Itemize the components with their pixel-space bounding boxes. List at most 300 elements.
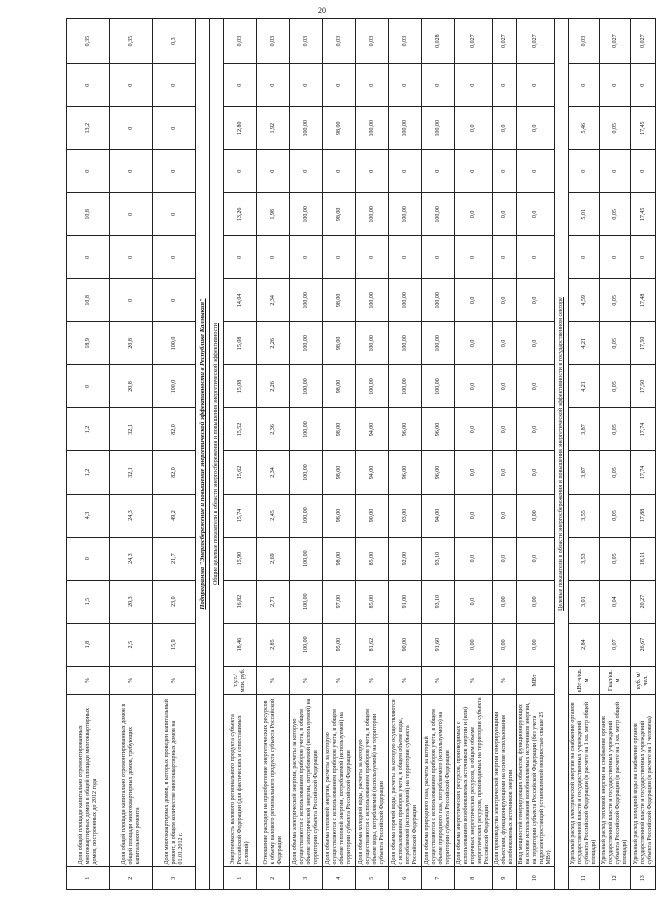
unit-cell: т.у.т./млн. руб. xyxy=(224,666,257,695)
value-cell: 100,00 xyxy=(290,623,323,666)
value-cell: 93,10 xyxy=(422,537,455,580)
value-cell: 0 xyxy=(493,150,517,193)
value-cell: 0 xyxy=(67,64,110,107)
value-cell: 0 xyxy=(110,236,153,279)
value-cell: 0 xyxy=(569,236,600,279)
row-number: 6 xyxy=(389,867,422,890)
value-cell: 100,00 xyxy=(290,322,323,365)
value-cell: 0 xyxy=(110,193,153,236)
value-cell: 0 xyxy=(422,150,455,193)
value-cell: 2,26 xyxy=(257,322,290,365)
value-cell: 0 xyxy=(290,150,323,193)
table-row xyxy=(290,19,323,890)
value-cell: 1,2 xyxy=(67,408,110,451)
value-cell: 0 xyxy=(569,64,600,107)
value-cell: 100,0 xyxy=(153,365,196,408)
value-cell: 10,8 xyxy=(67,279,110,322)
value-cell: 0 xyxy=(389,150,422,193)
value-cell: 0 xyxy=(455,150,493,193)
value-cell: 0,027 xyxy=(493,19,517,64)
value-cell: 17,74 xyxy=(631,408,656,451)
value-cell: 0,0 xyxy=(493,451,517,494)
value-cell: 0 xyxy=(257,236,290,279)
value-cell: 1,2 xyxy=(67,451,110,494)
table-row xyxy=(569,19,600,890)
indicator-name: Удельный расход холодной воды на снабжение органов государственной власти и государственных учреждений субъекта Российской Федерации (в расчете на 1 человека) xyxy=(631,695,656,867)
table-row xyxy=(517,19,555,890)
row-number: 3 xyxy=(290,867,323,890)
row-number: 1 xyxy=(67,867,110,890)
value-cell: 98,00 xyxy=(323,451,356,494)
value-cell: 0,04 xyxy=(600,580,631,623)
value-cell: 100,00 xyxy=(290,408,323,451)
value-cell: 0 xyxy=(517,64,555,107)
unit-cell: куб. м/чел. xyxy=(631,666,656,695)
value-cell: 17,50 xyxy=(631,365,656,408)
value-cell: 0 xyxy=(389,236,422,279)
value-cell: 1,8 xyxy=(67,623,110,666)
value-cell: 100,00 xyxy=(290,537,323,580)
section-title: Общие целевые показатели в области энергосбережения и повышения энергетической эффективности xyxy=(210,19,224,890)
unit-cell: % xyxy=(422,666,455,695)
value-cell: 93,00 xyxy=(389,494,422,537)
row-number: 7 xyxy=(422,867,455,890)
value-cell: 0,03 xyxy=(257,19,290,64)
value-cell: 0 xyxy=(631,236,656,279)
value-cell: 100,00 xyxy=(290,107,323,150)
value-cell: 0,05 xyxy=(600,193,631,236)
value-cell: 96,00 xyxy=(422,408,455,451)
unit-cell: % xyxy=(110,666,153,695)
value-cell: 100,00 xyxy=(422,365,455,408)
value-cell: 100,00 xyxy=(422,193,455,236)
value-cell: 0 xyxy=(153,64,196,107)
value-cell: 0,3 xyxy=(153,19,196,64)
value-cell: 2,71 xyxy=(257,580,290,623)
value-cell: 0,0 xyxy=(455,451,493,494)
value-cell: 85,00 xyxy=(356,580,389,623)
unit-cell: Гкал/кв. м xyxy=(600,666,631,695)
row-number: 3 xyxy=(153,867,196,890)
unit-cell: % xyxy=(257,666,290,695)
value-cell: 17,45 xyxy=(631,107,656,150)
indicator-name: Удельный расход тепловой энергии на снабжение органов государственной власти и государственных учреждений субъекта Российской Федерации (в расчете на 1 кв. метр общей площади) xyxy=(600,695,631,867)
value-cell: 3,87 xyxy=(569,451,600,494)
value-cell: 15,52 xyxy=(224,408,257,451)
value-cell: 100,00 xyxy=(389,193,422,236)
value-cell: 0 xyxy=(290,236,323,279)
value-cell: 0 xyxy=(356,150,389,193)
value-cell: 100,00 xyxy=(290,365,323,408)
value-cell: 17,50 xyxy=(631,322,656,365)
value-cell: 0,0 xyxy=(517,365,555,408)
value-cell: 0 xyxy=(517,236,555,279)
value-cell: 98,00 xyxy=(323,365,356,408)
value-cell: 0,0 xyxy=(493,107,517,150)
value-cell: 0,05 xyxy=(600,408,631,451)
value-cell: 0,027 xyxy=(455,19,493,64)
value-cell: 0,0 xyxy=(493,408,517,451)
value-cell: 0,0 xyxy=(455,494,493,537)
unit-cell: % xyxy=(389,666,422,695)
value-cell: 4,59 xyxy=(569,279,600,322)
indicator-name: Доля объема тепловой энергии, расчеты за которую осуществляются с использованием приборов учета, в общем объеме тепловой энергии, потребляемой (используемой) на территории субъекта Российской Федерации xyxy=(323,695,356,867)
value-cell: 0,0 xyxy=(493,537,517,580)
value-cell: 1,5 xyxy=(67,580,110,623)
value-cell: 2,26 xyxy=(257,365,290,408)
value-cell: 0 xyxy=(290,64,323,107)
value-cell: 91,60 xyxy=(422,623,455,666)
row-number: 1 xyxy=(224,867,257,890)
indicator-name: Доля объема природного газа, расчеты за который осуществляются с использованием приборов учета, в общем объеме природного газа, потребляемого (используемого) на территории субъекта Российской Федерации xyxy=(422,695,455,867)
value-cell: 90,00 xyxy=(389,623,422,666)
unit-cell: % xyxy=(493,666,517,695)
value-cell: 2,69 xyxy=(257,537,290,580)
value-cell: 49,2 xyxy=(153,494,196,537)
value-cell: 0,0 xyxy=(455,279,493,322)
value-cell: 13,26 xyxy=(224,193,257,236)
value-cell: 0,00 xyxy=(493,623,517,666)
value-cell: 2,5 xyxy=(110,623,153,666)
program-title-row xyxy=(196,19,210,890)
value-cell: 0 xyxy=(67,150,110,193)
unit-cell: МВт xyxy=(517,666,555,695)
value-cell: 90,00 xyxy=(356,494,389,537)
value-cell: 100,00 xyxy=(356,365,389,408)
value-cell: 100,00 xyxy=(422,279,455,322)
value-cell: 0,03 xyxy=(356,19,389,64)
value-cell: 98,00 xyxy=(323,107,356,150)
table-row xyxy=(422,19,455,890)
indicator-name: Доля объема энергетических ресурсов, производимых с использованием возобновляемых источников энергии и (или) вторичных энергетических ресурсов, в общем объеме энергетических ресурсов, производимых на территории субъекта Российской Федерации xyxy=(455,695,493,867)
program-title: Подпрограмма "Энергосбережение и повышение энергетической эффективности в Республике Калмыкия" xyxy=(196,19,210,890)
table-row xyxy=(600,19,631,890)
value-cell: 0 xyxy=(493,64,517,107)
value-cell: 32,1 xyxy=(110,451,153,494)
value-cell: 0 xyxy=(631,150,656,193)
value-cell: 0 xyxy=(455,236,493,279)
value-cell: 85,00 xyxy=(356,537,389,580)
value-cell: 0,0 xyxy=(493,193,517,236)
value-cell: 0 xyxy=(67,537,110,580)
value-cell: 18,46 xyxy=(224,623,257,666)
value-cell: 100,00 xyxy=(290,193,323,236)
indicator-name: Доля объема холодной воды, расчеты за которую осуществляются с использованием приборов учета, в общем объеме воды, потребляемой (используемой) на территории субъекта Российской Федерации xyxy=(356,695,389,867)
value-cell: 97,00 xyxy=(323,580,356,623)
value-cell: 0 xyxy=(517,150,555,193)
value-cell: 0,00 xyxy=(517,580,555,623)
value-cell: 20,27 xyxy=(631,580,656,623)
value-cell: 17,74 xyxy=(631,451,656,494)
value-cell: 12,80 xyxy=(224,107,257,150)
row-number: 2 xyxy=(110,867,153,890)
value-cell: 0,027 xyxy=(517,19,555,64)
value-cell: 0,0 xyxy=(517,193,555,236)
row-number: 8 xyxy=(455,867,493,890)
value-cell: 100,00 xyxy=(389,107,422,150)
section-title-row xyxy=(555,19,569,890)
value-cell: 0 xyxy=(110,150,153,193)
value-cell: 15,90 xyxy=(224,537,257,580)
value-cell: 0 xyxy=(356,64,389,107)
unit-cell: % xyxy=(356,666,389,695)
unit-cell: кВт·ч/кв. м xyxy=(569,666,600,695)
value-cell: 0,0 xyxy=(517,279,555,322)
row-number: 11 xyxy=(569,867,600,890)
section-title-row xyxy=(210,19,224,890)
value-cell: 0 xyxy=(356,236,389,279)
table-row xyxy=(389,19,422,890)
value-cell: 24,3 xyxy=(110,494,153,537)
value-cell: 0,35 xyxy=(67,19,110,64)
value-cell: 91,00 xyxy=(389,580,422,623)
row-number: 9 xyxy=(493,867,517,890)
value-cell: 0,00 xyxy=(493,580,517,623)
row-number: 13 xyxy=(631,867,656,890)
row-number: 5 xyxy=(356,867,389,890)
unit-cell: % xyxy=(67,666,110,695)
value-cell: 100,00 xyxy=(356,279,389,322)
value-cell: 18,9 xyxy=(67,322,110,365)
value-cell: 0,05 xyxy=(600,279,631,322)
value-cell: 94,00 xyxy=(422,494,455,537)
value-cell: 0 xyxy=(224,236,257,279)
table-row xyxy=(356,19,389,890)
value-cell: 2,45 xyxy=(257,494,290,537)
value-cell: 5,46 xyxy=(569,107,600,150)
value-cell: 0,03 xyxy=(569,19,600,64)
value-cell: 0 xyxy=(153,150,196,193)
value-cell: 98,00 xyxy=(323,537,356,580)
value-cell: 0 xyxy=(455,64,493,107)
value-cell: 0,05 xyxy=(600,107,631,150)
table-row xyxy=(67,19,110,890)
table-row xyxy=(323,19,356,890)
value-cell: 100,00 xyxy=(389,365,422,408)
value-cell: 98,00 xyxy=(323,408,356,451)
row-number: 12 xyxy=(600,867,631,890)
value-cell: 0,0 xyxy=(517,322,555,365)
value-cell: 100,00 xyxy=(290,451,323,494)
table-row xyxy=(110,19,153,890)
row-number: 4 xyxy=(323,867,356,890)
value-cell: 15,08 xyxy=(224,322,257,365)
value-cell: 0,027 xyxy=(631,19,656,64)
value-cell: 100,00 xyxy=(389,322,422,365)
table-row xyxy=(455,19,493,890)
value-cell: 0 xyxy=(110,64,153,107)
indicator-name: Отношение расходов на приобретение энергетических ресурсов к объему валового регионального продукта субъекта Российской Федерации xyxy=(257,695,290,867)
indicator-name: Энергоемкость валового регионального продукта субъекта Российской Федерации (для фактических и сопоставимых условий) xyxy=(224,695,257,867)
value-cell: 0,0 xyxy=(455,537,493,580)
value-cell: 15,62 xyxy=(224,451,257,494)
value-cell: 13,2 xyxy=(67,107,110,150)
value-cell: 32,1 xyxy=(110,408,153,451)
table-row xyxy=(257,19,290,890)
table-row xyxy=(153,19,196,890)
table-row xyxy=(493,19,517,890)
value-cell: 0 xyxy=(153,236,196,279)
value-cell: 15,08 xyxy=(224,365,257,408)
value-cell: 0 xyxy=(323,64,356,107)
value-cell: 100,00 xyxy=(290,580,323,623)
value-cell: 15,74 xyxy=(224,494,257,537)
value-cell: 0,35 xyxy=(110,19,153,64)
indicator-name: Удельный расход электрической энергии на снабжение органов государственной власти и государственных учреждений субъекта Российской Федерации (в расчете на 1 кв. метр общей площади) xyxy=(569,695,600,867)
indicator-name: Доля общей площади капитально отремонтированных многоквартирных домов в общей площади многоквартирных домов, построенных до 2012 года xyxy=(67,695,110,867)
indicator-name: Доля производства электрической энергии генерирующими объектами, функционирующими на основе использования возобновляемых источников энергии xyxy=(493,695,517,867)
value-cell: 3,55 xyxy=(569,494,600,537)
value-cell: 0,0 xyxy=(455,193,493,236)
indicator-name: Доля объема горячей воды, расчеты за которую осуществляются с использованием приборов учета, в общем объеме воды, потребляемой (используемой) на территории субъекта Российской Федерации xyxy=(389,695,422,867)
value-cell: 82,0 xyxy=(153,451,196,494)
value-cell: 3,87 xyxy=(569,408,600,451)
value-cell: 2,34 xyxy=(257,451,290,494)
value-cell: 0,05 xyxy=(600,451,631,494)
value-cell: 0 xyxy=(257,64,290,107)
value-cell: 17,88 xyxy=(631,494,656,537)
value-cell: 0 xyxy=(224,64,257,107)
value-cell: 82,0 xyxy=(153,408,196,451)
value-cell: 0,0 xyxy=(493,279,517,322)
section-title: Целевые показатели в области энергосбережения и повышения энергетической эффективности в государственном секторе xyxy=(555,19,569,890)
value-cell: 0,0 xyxy=(455,107,493,150)
value-cell: 100,00 xyxy=(356,107,389,150)
value-cell: 2,34 xyxy=(257,279,290,322)
value-cell: 0,0 xyxy=(517,537,555,580)
value-cell: 96,00 xyxy=(422,451,455,494)
value-cell: 100,00 xyxy=(422,107,455,150)
value-cell: 98,00 xyxy=(323,494,356,537)
indicator-name: Доля общей площади капитально отремонтированных домов в общей площади многоквартирных домов, требующих капитального ремонта xyxy=(110,695,153,867)
value-cell: 96,00 xyxy=(389,451,422,494)
value-cell: 93,10 xyxy=(422,580,455,623)
value-cell: 0,0 xyxy=(455,322,493,365)
value-cell: 0,03 xyxy=(224,19,257,64)
value-cell: 0,0 xyxy=(517,107,555,150)
unit-cell: % xyxy=(153,666,196,695)
value-cell: 26,67 xyxy=(631,623,656,666)
value-cell: 2,36 xyxy=(257,408,290,451)
table-row xyxy=(224,19,257,890)
value-cell: 100,00 xyxy=(356,322,389,365)
value-cell: 0 xyxy=(389,64,422,107)
value-cell: 0 xyxy=(600,150,631,193)
value-cell: 0,00 xyxy=(517,623,555,666)
value-cell: 14,04 xyxy=(224,279,257,322)
value-cell: 0 xyxy=(631,64,656,107)
indicators-table-wrapper xyxy=(66,18,653,890)
value-cell: 0 xyxy=(569,150,600,193)
value-cell: 0 xyxy=(67,236,110,279)
value-cell: 100,00 xyxy=(389,279,422,322)
value-cell: 98,00 xyxy=(323,279,356,322)
value-cell: 0 xyxy=(110,107,153,150)
value-cell: 0,05 xyxy=(600,494,631,537)
value-cell: 0,05 xyxy=(600,365,631,408)
value-cell: 4,21 xyxy=(569,322,600,365)
page-number: 20 xyxy=(318,6,326,15)
row-number: 2 xyxy=(257,867,290,890)
indicator-name: Доля многоквартирных домов, в которых проведен капитальный ремонт, в общем количестве многоквартирных домов на 01.01.2012 г. xyxy=(153,695,196,867)
value-cell: 94,00 xyxy=(356,408,389,451)
value-cell: 0,0 xyxy=(455,408,493,451)
rotated-table-area xyxy=(66,18,653,890)
value-cell: 20,8 xyxy=(110,365,153,408)
table-row xyxy=(631,19,656,890)
value-cell: 0 xyxy=(153,107,196,150)
indicator-name: Доля объема электрической энергии, расчеты за которую осуществляются с использованием приборов учета, в общем объеме электрической энергии, потребляемой (используемой) на территории субъекта Российской Федерации xyxy=(290,695,323,867)
value-cell: 0,07 xyxy=(600,623,631,666)
value-cell: 0 xyxy=(224,150,257,193)
value-cell: 0,03 xyxy=(389,19,422,64)
value-cell: 0,03 xyxy=(323,19,356,64)
value-cell: 18,11 xyxy=(631,537,656,580)
value-cell: 0 xyxy=(323,236,356,279)
value-cell: 94,00 xyxy=(356,451,389,494)
value-cell: 20,3 xyxy=(110,580,153,623)
value-cell: 92,00 xyxy=(389,537,422,580)
value-cell: 0 xyxy=(493,236,517,279)
value-cell: 3,53 xyxy=(569,537,600,580)
value-cell: 0,0 xyxy=(493,494,517,537)
value-cell: 0 xyxy=(422,64,455,107)
value-cell: 0,0 xyxy=(517,451,555,494)
value-cell: 0,0 xyxy=(517,408,555,451)
value-cell: 96,00 xyxy=(389,408,422,451)
value-cell: 16,82 xyxy=(224,580,257,623)
value-cell: 100,0 xyxy=(153,322,196,365)
value-cell: 4,21 xyxy=(569,365,600,408)
value-cell: 0 xyxy=(110,279,153,322)
value-cell: 0,0 xyxy=(493,365,517,408)
value-cell: 100,00 xyxy=(356,193,389,236)
value-cell: 100,00 xyxy=(422,322,455,365)
indicators-table xyxy=(66,18,656,890)
row-number: 10 xyxy=(517,867,555,890)
value-cell: 21,7 xyxy=(153,537,196,580)
value-cell: 0,05 xyxy=(600,537,631,580)
value-cell: 0,03 xyxy=(290,19,323,64)
value-cell: 15,9 xyxy=(153,623,196,666)
value-cell: 3,01 xyxy=(569,580,600,623)
value-cell: 0,00 xyxy=(517,494,555,537)
unit-cell: % xyxy=(323,666,356,695)
value-cell: 0 xyxy=(153,193,196,236)
value-cell: 0,0 xyxy=(455,365,493,408)
table-body xyxy=(67,19,656,890)
value-cell: 24,3 xyxy=(110,537,153,580)
value-cell: 0,028 xyxy=(422,19,455,64)
value-cell: 4,3 xyxy=(67,494,110,537)
value-cell: 1,92 xyxy=(257,107,290,150)
value-cell: 0,0 xyxy=(455,580,493,623)
value-cell: 17,45 xyxy=(631,193,656,236)
value-cell: 5,01 xyxy=(569,193,600,236)
value-cell: 81,62 xyxy=(356,623,389,666)
value-cell: 98,00 xyxy=(323,322,356,365)
value-cell: 95,00 xyxy=(323,623,356,666)
value-cell: 0,0 xyxy=(493,322,517,365)
value-cell: 1,98 xyxy=(257,193,290,236)
value-cell: 0 xyxy=(153,279,196,322)
value-cell: 17,48 xyxy=(631,279,656,322)
value-cell: 0 xyxy=(323,150,356,193)
value-cell: 23,0 xyxy=(153,580,196,623)
value-cell: 0 xyxy=(600,236,631,279)
value-cell: 0,027 xyxy=(600,19,631,64)
value-cell: 0 xyxy=(600,64,631,107)
